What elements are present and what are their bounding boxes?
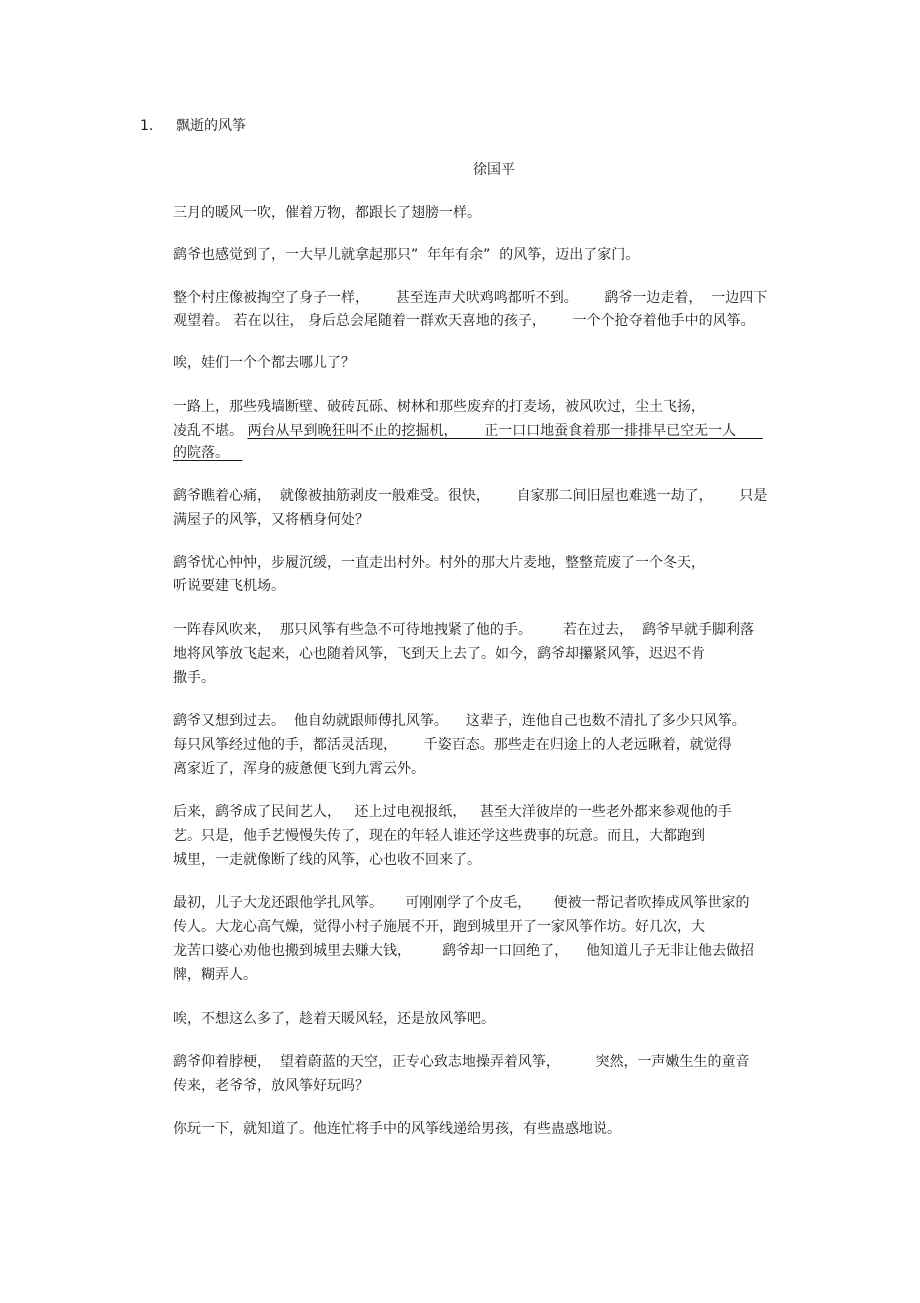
paragraph-line: 鹞爷也感觉到了，一大早儿就拿起那只” 年年有余” 的风筝，迈出了家门。 (173, 247, 640, 263)
paragraph-line: 艺。只是，他手艺慢慢失传了，现在的年轻人谁还学这些费事的玩意。而且，大都跑到 (173, 828, 705, 844)
paragraph-line: 你玩一下，就知道了。他连忙将手中的风筝线递给男孩，有些蛊惑地说。 (173, 1121, 621, 1137)
paragraph-line: 鹞爷仰着脖梗， 望着蔚蓝的天空，正专心致志地操弄着风筝， 突然，一声嫩生生的童音 (173, 1054, 750, 1070)
paragraph-line: 龙苦口婆心劝他也搬到城里去赚大钱， 鹞爷却一口回绝了， 他知道儿子无非让他去做招 (173, 943, 754, 959)
underlined-passage: 两台从早到晚狂叫不止的挖掘机， 正一口口地蚕食着那一排排早已空无一人 (247, 423, 763, 439)
paragraph-line: 鹞爷忧心忡忡，步履沉缓，一直走出村外。村外的那大片麦地，整整荒废了一个冬天， (173, 555, 705, 571)
paragraph-line: 传来，老爷爷，放风筝好玩吗？ (173, 1078, 369, 1094)
paragraph-line: 观望着。 若在以往， 身后总会尾随着一群欢天喜地的孩子， 一个个抢夺着他手中的风筝。 (173, 313, 755, 329)
paragraph-line: 鹞爷瞧着心痛， 就像被抽筋剥皮一般难受。很快， 自家那二间旧屋也难逃一劫了， 只是 (173, 488, 768, 504)
paragraph-line: 一阵春风吹来， 那只风筝有些急不可待地拽紧了他的手。 若在过去， 鹞爷早就手脚利落 (173, 622, 754, 638)
paragraph-line: 一路上，那些残墙断壁、破砖瓦砾、树林和那些废弃的打麦场，被风吹过，尘土飞扬， (173, 399, 705, 415)
paragraph-line: 最初，儿子大龙还跟他学扎风筝。 可刚刚学了个皮毛， 便被一帮记者吹捧成风筝世家的 (173, 895, 750, 911)
section-heading (140, 116, 246, 136)
paragraph-line: 三月的暖风一吹，催着万物，都跟长了翅膀一样。 (173, 205, 481, 221)
paragraph-line: 满屋子的风筝，又将栖身何处？ (173, 512, 369, 528)
underlined-passage-end: 的院落。 (173, 445, 243, 461)
paragraph-line (173, 421, 763, 441)
paragraph-line: 地将风筝放飞起来，心也随着风筝，飞到天上去了。如今，鹞爷却攥紧风筝，迟迟不肯 (173, 646, 705, 662)
paragraph-line: 牌，糊弄人。 (173, 967, 257, 983)
paragraph-line: 城里，一走就像断了线的风筝，心也收不回来了。 (173, 852, 481, 868)
author-name: 徐国平 (473, 162, 515, 178)
section-number: 1. (140, 118, 154, 134)
paragraph-line: 传人。大龙心高气燥，觉得小村子施展不开，跑到城里开了一家风筝作坊。好几次，大 (173, 919, 705, 935)
paragraph-line: 每只风筝经过他的手，都活灵活现， 千姿百态。那些走在归途上的人老远瞅着，就觉得 (173, 737, 732, 753)
paragraph-line: 撒手。 (173, 670, 215, 686)
paragraph-line: 唉，不想这么多了，趁着天暖风轻，还是放风筝吧。 (173, 1011, 495, 1027)
line-text-plain: 凌乱不堪。 (173, 423, 248, 439)
paragraph-line: 鹞爷又想到过去。 他自幼就跟师傅扎风筝。 这辈子，连他自己也数不清扎了多少只风筝。 (173, 713, 746, 729)
paragraph-line: 后来，鹞爷成了民间艺人， 还上过电视报纸， 甚至大洋彼岸的一些老外都来参观他的手 (173, 804, 732, 820)
paragraph-line: 听说要建飞机场。 (173, 578, 285, 594)
story-title: 飘逝的风筝 (176, 118, 246, 134)
paragraph-line: 唉，娃们一个个都去哪儿了？ (173, 355, 355, 371)
paragraph-line: 离家近了，浑身的疲惫便飞到九霄云外。 (173, 761, 425, 777)
paragraph-line: 整个村庄像被掏空了身子一样， 甚至连声犬吠鸡鸣都听不到。 鹞爷一边走着， 一边四下 (173, 290, 768, 306)
